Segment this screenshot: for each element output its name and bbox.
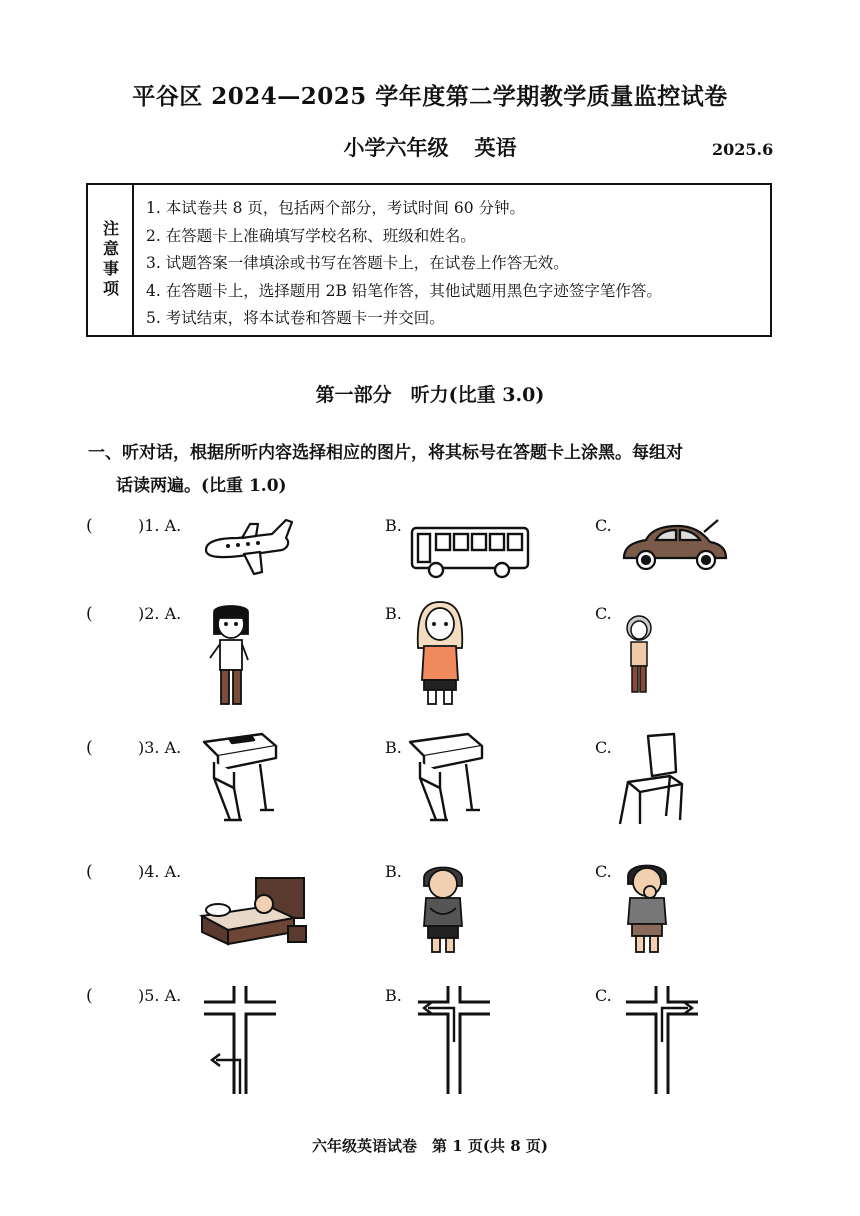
street-map-arrow-left-bottom-icon	[204, 986, 276, 1094]
notice-heading-cell	[88, 185, 134, 335]
answer-paren: (	[86, 986, 93, 1006]
answer-paren: (	[86, 516, 93, 536]
desk-with-book-icon	[200, 728, 280, 828]
answer-paren: (	[86, 604, 93, 624]
option-b-label: B.	[385, 516, 402, 535]
airplane-icon	[200, 516, 296, 578]
street-map-arrow-right-top-icon	[626, 986, 698, 1094]
question-number: )5. A.	[138, 986, 182, 1005]
notice-list	[146, 195, 662, 333]
desk-icon	[406, 728, 486, 828]
notice-box	[86, 183, 772, 337]
question-row-4	[0, 862, 860, 982]
question-row-3	[0, 738, 860, 858]
option-c-label: C.	[595, 862, 612, 881]
option-b-label: B.	[385, 862, 402, 881]
small-girl-icon	[622, 612, 656, 696]
instruction-line-1: 一、听对话，根据所听内容选择相应的图片，将其标号在答题卡上涂黑。每组对	[88, 443, 683, 463]
notice-heading: 注意事项	[100, 220, 120, 300]
chair-icon	[614, 732, 688, 828]
option-b-label: B.	[385, 604, 402, 623]
exam-title: 平谷区 2024—2025 学年度第二学期教学质量监控试卷	[132, 83, 728, 110]
grade-label: 小学六年级	[343, 135, 449, 160]
option-c-label: C.	[595, 604, 612, 623]
question-number: )4. A.	[138, 862, 182, 881]
car-icon	[618, 518, 730, 576]
exam-date: 2025.6	[712, 140, 774, 159]
section-instruction	[88, 437, 788, 503]
option-c-label: C.	[595, 986, 612, 1005]
notice-item: 5. 考试结束，将本试卷和答题卡一并交回。	[146, 309, 445, 327]
option-b-label: B.	[385, 738, 402, 757]
bus-icon	[408, 522, 532, 580]
option-c-label: C.	[595, 738, 612, 757]
street-map-arrow-left-top-icon	[418, 986, 490, 1094]
answer-paren: (	[86, 738, 93, 758]
boy-in-bed-icon	[198, 876, 310, 948]
girl-long-hair-icon	[412, 600, 468, 708]
part-title: 第一部分 听力(比重 3.0)	[315, 384, 545, 406]
girl-short-hair-icon	[206, 604, 256, 710]
subject-label: 英语	[474, 135, 517, 160]
option-c-label: C.	[595, 516, 612, 535]
question-row-2	[0, 604, 860, 724]
page-footer: 六年级英语试卷 第 1 页(共 8 页)	[312, 1137, 548, 1155]
notice-item: 1. 本试卷共 8 页，包括两个部分，考试时间 60 分钟。	[146, 199, 526, 217]
boy-cough-icon	[616, 860, 678, 956]
answer-paren: (	[86, 862, 93, 882]
notice-item: 2. 在答题卡上准确填写学校名称、班级和姓名。	[146, 226, 476, 245]
question-row-5	[0, 986, 860, 1106]
notice-item: 4. 在答题卡上，选择题用 2B 铅笔作答，其他试题用黑色字迹签字笔作答。	[146, 281, 662, 300]
question-number: )1. A.	[138, 516, 182, 535]
question-number: )2. A.	[138, 604, 182, 623]
instruction-line-2: 话读两遍。(比重 1.0)	[116, 476, 287, 496]
option-b-label: B.	[385, 986, 402, 1005]
question-number: )3. A.	[138, 738, 182, 757]
notice-item: 3. 试题答案一律填涂或书写在答题卡上，在试卷上作答无效。	[146, 254, 569, 272]
boy-stomachache-icon	[410, 860, 476, 956]
